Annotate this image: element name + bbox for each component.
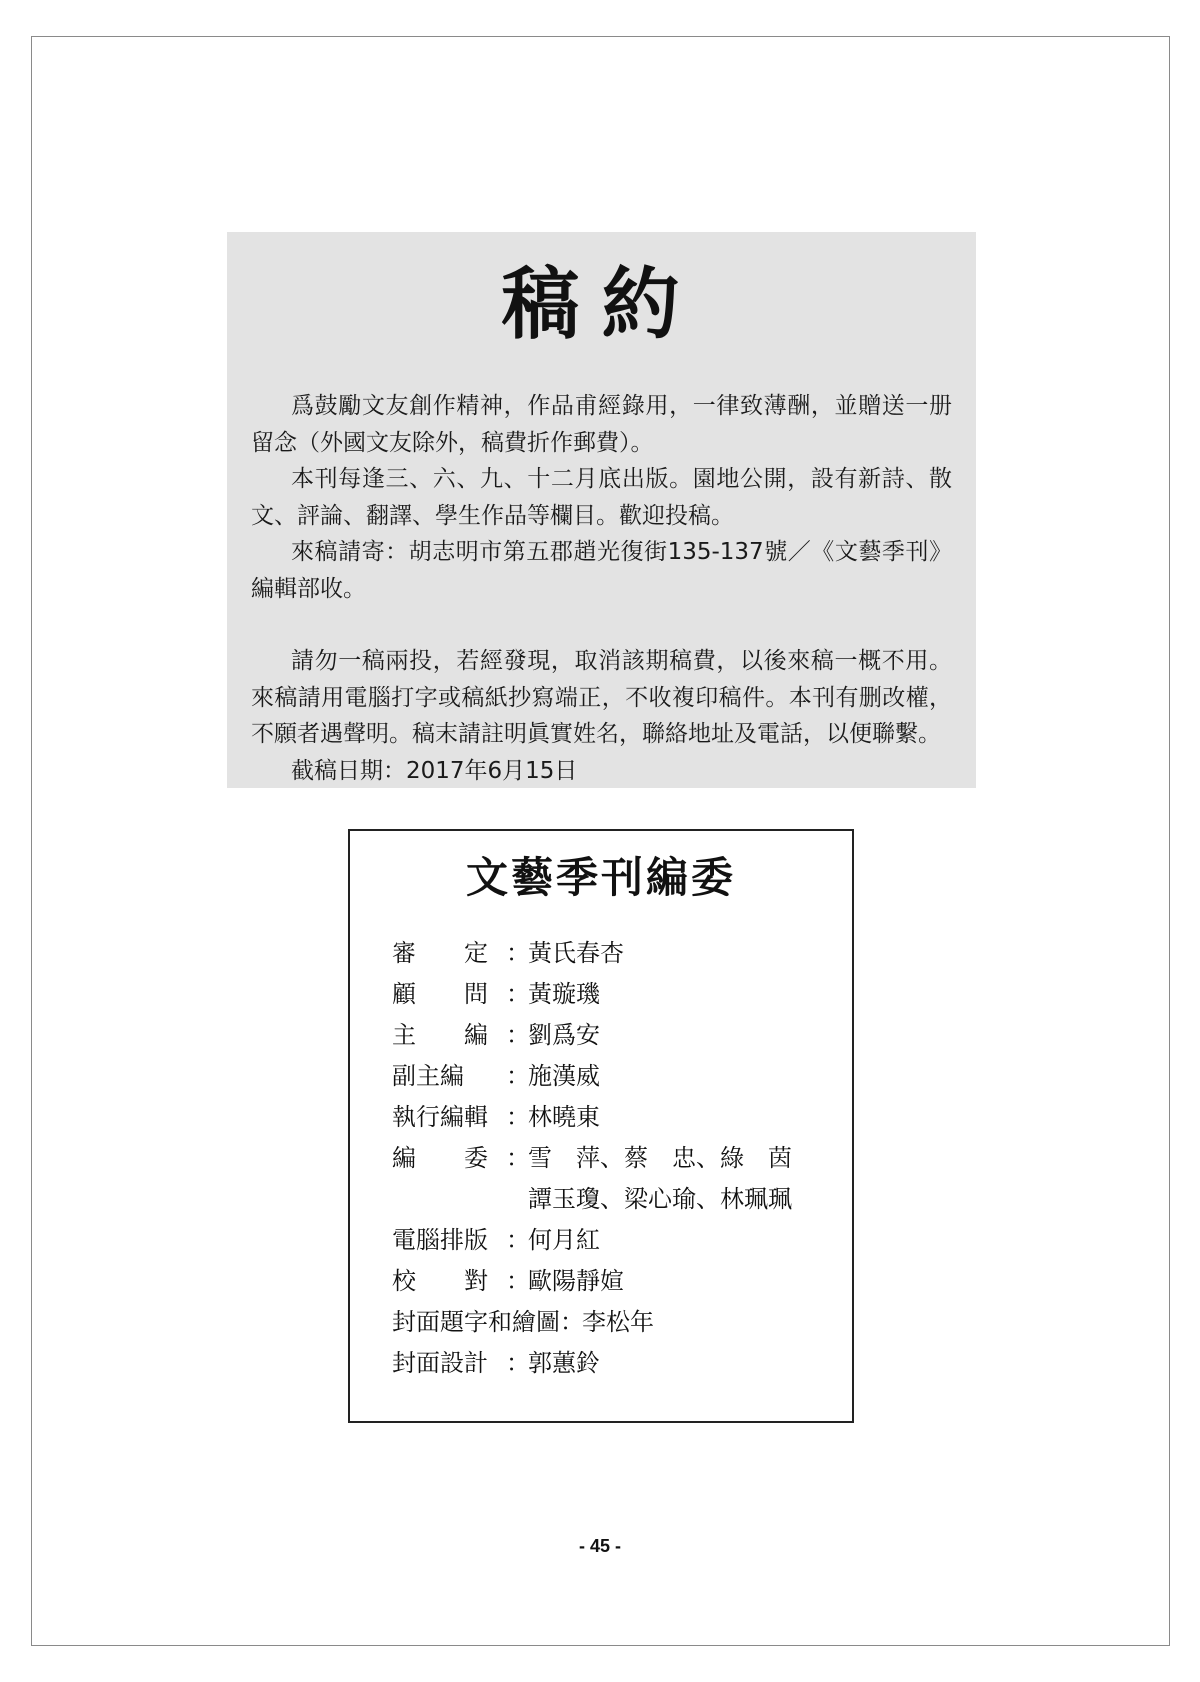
guideline-paragraph-schedule: 本刊每逢三、六、九、十二月底出版。園地公開，設有新詩、散文、評論、翻譯、學生作品等欄目。歡迎投稿。 bbox=[251, 466, 952, 529]
editor-colon: ： bbox=[506, 1144, 530, 1172]
editor-colon: ： bbox=[506, 1103, 530, 1131]
editor-row-committee-continued bbox=[392, 1179, 852, 1220]
submission-guidelines-box bbox=[227, 232, 976, 788]
editor-colon: ： bbox=[506, 980, 530, 1008]
editor-row-approval bbox=[392, 933, 852, 974]
editor-colon: ： bbox=[506, 1062, 530, 1090]
guideline-paragraph-address: 來稿請寄：胡志明市第五郡趙光復街135-137號／《文藝季刊》編輯部收。 bbox=[251, 539, 952, 602]
editor-role: 電腦排版 bbox=[392, 1226, 488, 1254]
editor-row-cover-art bbox=[392, 1302, 852, 1343]
editor-role: 顧 問 bbox=[392, 980, 488, 1008]
editor-role: 審 定 bbox=[392, 939, 488, 967]
editor-colon: ： bbox=[560, 1308, 584, 1336]
editorial-board-list bbox=[350, 933, 852, 1384]
editor-row-deputy-editor bbox=[392, 1056, 852, 1097]
editor-names: 劉爲安 bbox=[528, 1021, 600, 1049]
editor-names: 黃璇璣 bbox=[528, 980, 600, 1008]
editor-role: 編 委 bbox=[392, 1144, 488, 1172]
editor-names: 施漢威 bbox=[528, 1062, 600, 1090]
paragraph-spacer bbox=[251, 607, 952, 643]
editor-row-typesetting bbox=[392, 1220, 852, 1261]
editor-row-executive-editor bbox=[392, 1097, 852, 1138]
submission-guidelines-title: 稿約 bbox=[501, 259, 702, 350]
editor-colon: ： bbox=[506, 1021, 530, 1049]
editor-row-advisor bbox=[392, 974, 852, 1015]
editor-colon: ： bbox=[506, 1226, 530, 1254]
guideline-paragraph-remuneration: 爲鼓勵文友創作精神，作品甫經錄用，一律致薄酬，並贈送一册留念（外國文友除外，稿費折作郵費）。 bbox=[251, 393, 952, 456]
page-number: - 45 - bbox=[578, 1536, 621, 1556]
editor-role: 執行編輯 bbox=[392, 1103, 488, 1131]
editor-row-proofreading bbox=[392, 1261, 852, 1302]
editor-colon: ： bbox=[506, 1349, 530, 1377]
editor-names: 歐陽靜媗 bbox=[528, 1267, 624, 1295]
editor-names: 雪 萍、蔡 忠、綠 茵 bbox=[528, 1144, 792, 1172]
editor-names: 郭蕙鈴 bbox=[528, 1349, 600, 1377]
editorial-board-title: 文藝季刊編委 bbox=[465, 853, 736, 902]
editor-names: 林曉東 bbox=[528, 1103, 600, 1131]
editor-names: 李松年 bbox=[582, 1308, 654, 1336]
guideline-paragraph-deadline: 截稿日期：2017年6月15日 bbox=[291, 757, 578, 784]
editor-names: 何月紅 bbox=[528, 1226, 600, 1254]
guideline-paragraph-rules: 請勿一稿兩投，若經發現，取消該期稿費，以後來稿一概不用。來稿請用電腦打字或稿紙抄寫端正，不收複印稿件。本刊有删改權，不願者遇聲明。稿末請註明眞實姓名，聯絡地址及電話，以便聯繫。 bbox=[251, 648, 952, 747]
editor-role: 校 對 bbox=[392, 1267, 488, 1295]
editor-row-cover-design bbox=[392, 1343, 852, 1384]
editor-role: 主 編 bbox=[392, 1021, 488, 1049]
editorial-board-box bbox=[348, 829, 854, 1423]
editor-names: 黃氏春杏 bbox=[528, 939, 624, 967]
editor-colon: ： bbox=[506, 1267, 530, 1295]
editor-colon: ： bbox=[506, 939, 530, 967]
editor-role: 副主編 bbox=[392, 1062, 488, 1090]
editor-role: 封面題字和繪圖 bbox=[392, 1308, 560, 1336]
submission-guidelines-body bbox=[251, 388, 952, 789]
editor-row-committee bbox=[392, 1138, 852, 1179]
editor-names: 譚玉瓊、梁心瑜、林珮珮 bbox=[528, 1185, 792, 1213]
editor-role: 封面設計 bbox=[392, 1349, 488, 1377]
editor-row-chief-editor bbox=[392, 1015, 852, 1056]
